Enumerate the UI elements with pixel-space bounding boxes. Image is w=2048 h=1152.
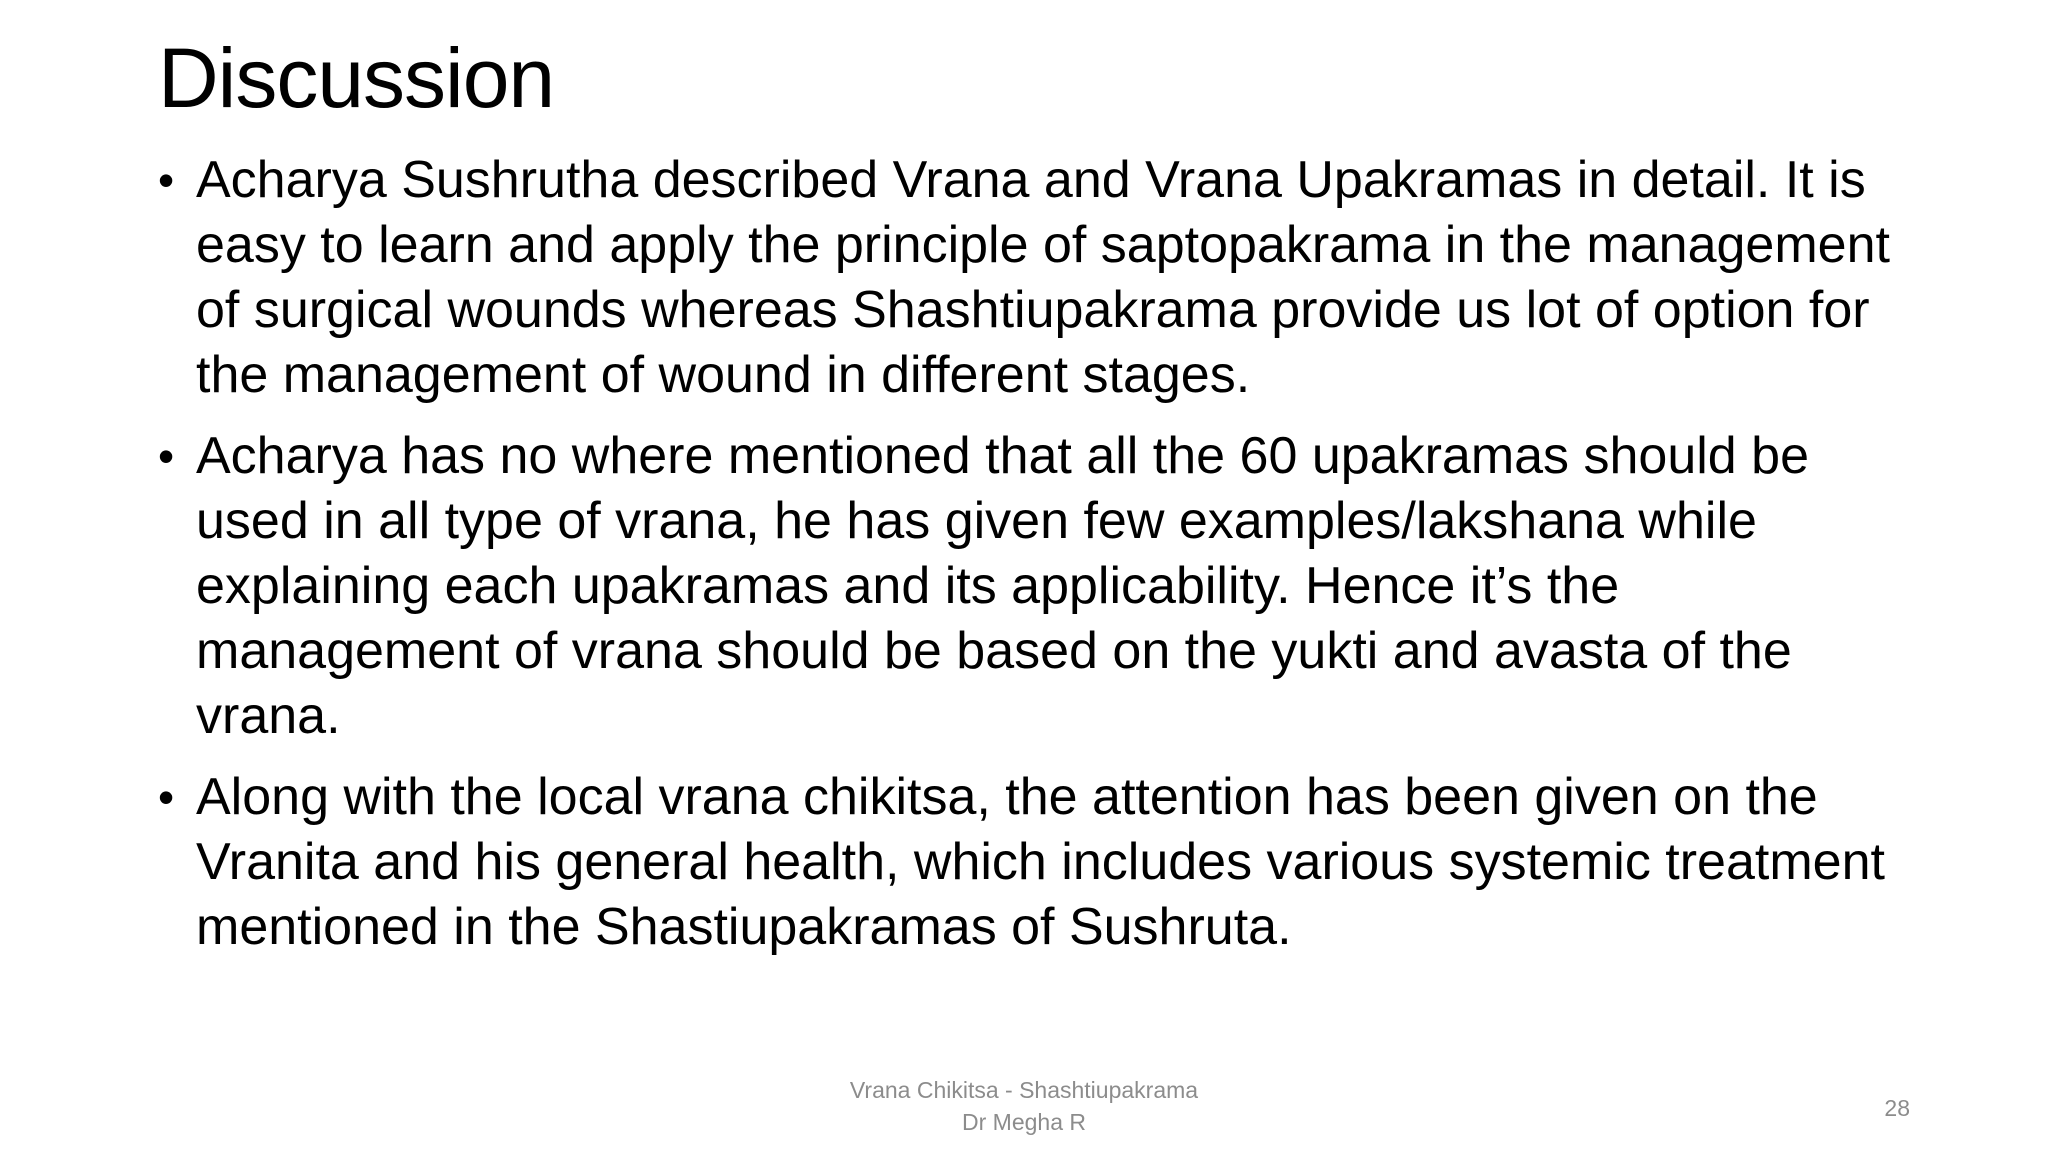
- bullet-item-3: [158, 765, 1918, 960]
- bullet-item-2: [158, 424, 1918, 749]
- footer-author: Dr Megha R: [962, 1109, 1086, 1135]
- slide-footer: [774, 1074, 1274, 1138]
- bullet-text: Acharya Sushrutha described Vrana and Vrana Upakramas in detail. It is easy to learn and apply the principle of saptopakrama in the management of surgical wounds whereas Shashtiupakrama provide us lot of option for the management of wound in different stages.: [196, 151, 1890, 404]
- page-number: 28: [1884, 1095, 1910, 1121]
- bullet-item-1: [158, 148, 1918, 408]
- bullet-text: Acharya has no where mentioned that all the 60 upakramas should be used in all type of vrana, he has given few examples/lakshana while explaining each upakramas and its applicability. Hence it’s the management of vrana should be based on the yukti and avasta of the vrana.: [196, 427, 1810, 745]
- bullet-marker: •: [158, 430, 175, 482]
- bullet-text: Along with the local vrana chikitsa, the attention has been given on the Vranita and his general health, which includes various systemic treatment mentioned in the Shastiupakramas of Sushruta.: [196, 768, 1885, 956]
- bullet-marker: •: [158, 771, 175, 823]
- bullet-marker: •: [158, 154, 175, 206]
- footer-title: Vrana Chikitsa - Shashtiupakrama: [849, 1077, 1199, 1103]
- bullet-list: [158, 148, 1918, 976]
- slide-title: Discussion: [158, 31, 555, 125]
